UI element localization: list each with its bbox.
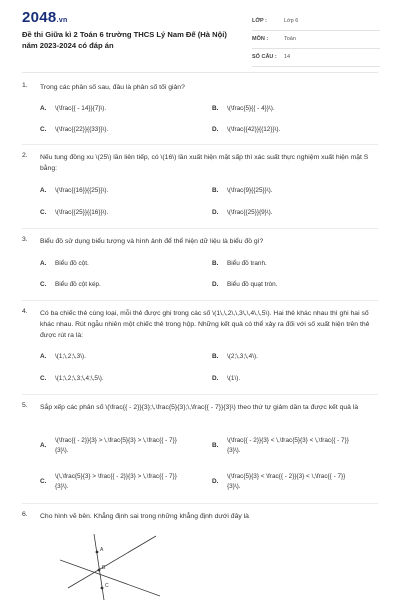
option-text: \(\frac{{25}}{9}\). [227, 209, 273, 216]
point-label-c: C [105, 583, 109, 589]
question-number: 1. [22, 82, 28, 89]
option-text: Biểu đồ cột. [55, 260, 89, 267]
option-label: D. [212, 126, 219, 133]
option-label: D. [212, 478, 219, 485]
option-label: C. [40, 281, 47, 288]
option-label: A. [40, 105, 47, 112]
option-text: Biểu đồ cột kép. [55, 281, 101, 288]
exam-meta [252, 14, 380, 68]
question-text: Biểu đồ sử dụng biểu tượng và hình ảnh để thể hiện dữ liệu là biểu đồ gì? [40, 238, 264, 245]
point-b [98, 569, 101, 572]
question-number: 4. [22, 308, 28, 315]
option-text: \(1;\,2;\,3;\,4;\,5\). [55, 375, 104, 382]
option-label: A. [40, 187, 47, 194]
option-label: A. [40, 442, 47, 449]
option-text: \(\frac{{ - 2}}{3} > \,\frac{5}{3} > \,\frac{{ - 7}}{3}\). [55, 437, 177, 454]
header-divider [22, 72, 378, 73]
question-text: Sắp xếp các phân số \(\frac{{ - 2}}{3};\,\frac{5}{3};\,\frac{{ - 7}}{3}\) theo thứ tự giảm dần ta được kết quả là [40, 404, 359, 411]
meta-value: Lớp 6 [284, 18, 299, 24]
option-text: \(1;\,2;\,3\). [55, 353, 86, 360]
option-label: B. [212, 353, 219, 360]
option-label: C. [40, 209, 47, 216]
question-text: Cho hình vẽ bên. Khẳng định sai trong những khẳng định dưới đây là [40, 513, 249, 520]
question-text: Trong các phân số sau, đâu là phân số tối giản? [40, 84, 185, 91]
site-logo[interactable] [22, 9, 68, 26]
question-separator [22, 144, 378, 145]
option-label: D. [212, 375, 219, 382]
logo-main: 2048 [22, 9, 57, 26]
option-label: A. [40, 353, 47, 360]
meta-row-count [252, 50, 380, 67]
option-text: Biểu đồ quạt tròn. [227, 281, 278, 288]
option-label: C. [40, 375, 47, 382]
option-text: \(\frac{5}{{ - 4}}\). [227, 105, 275, 112]
option-text: \(1\). [227, 375, 241, 382]
option-label: A. [40, 260, 47, 267]
logo-suffix: .vn [56, 17, 68, 24]
option-label: D. [212, 209, 219, 216]
meta-key: MÔN : [252, 36, 269, 42]
figure-line [68, 536, 156, 588]
option-label: B. [212, 260, 219, 267]
option-label: C. [40, 126, 47, 133]
point-c [101, 587, 104, 590]
option-text: \(\frac{{22}}{{33}}\). [55, 126, 109, 133]
question-text: Nếu tung đồng xu \(25\) lần liên tiếp, có \(16\) lần xuất hiện mặt sấp thì xác suất thực nghiệm xuất hiện mặt S bằng: [40, 154, 369, 172]
question-number: 3. [22, 236, 28, 243]
option-label: D. [212, 281, 219, 288]
option-text: \(\frac{{ - 14}}{7}\). [55, 105, 107, 112]
option-label: B. [212, 105, 219, 112]
meta-value: Toán [284, 36, 296, 42]
question-separator [22, 228, 378, 229]
point-label-b: B [102, 565, 106, 571]
geometry-figure [60, 530, 160, 600]
option-text: \(\frac{9}{{25}}\). [227, 187, 273, 194]
meta-key: LỚP : [252, 18, 267, 24]
question-number: 5. [22, 402, 28, 409]
option-text: \(\frac{{16}}{{25}}\). [55, 187, 109, 194]
option-text: \(\frac{5}{3} < \frac{{ - 2}}{3} < \,\frac{{ - 7}}{3}\). [227, 473, 346, 490]
question-number: 6. [22, 511, 28, 518]
option-text: \(\frac{{42}}{{12}}\). [227, 126, 281, 133]
question-separator [22, 300, 378, 301]
option-text: \(\frac{{ - 2}}{3} < \,\frac{5}{3} < \,\frac{{ - 7}}{3}\). [227, 437, 349, 454]
option-text: Biểu đồ tranh. [227, 260, 267, 267]
option-label: B. [212, 187, 219, 194]
point-a [96, 551, 99, 554]
option-label: B. [212, 442, 219, 449]
meta-row-subject [252, 32, 380, 49]
question-separator [22, 394, 378, 395]
exam-title: Đề thi Giữa kì 2 Toán 6 trường THCS Lý Nam Đế (Hà Nội) năm 2023-2024 có đáp án [22, 30, 227, 50]
question-text: Có ba chiếc thẻ cùng loại, mỗi thẻ được ghi trong các số \(1\,\,2\,\,3\,\,4\,\,5\). Hai thẻ khác nhau thì ghi hai số khác nhau. Rút ngẫu nhiên một chiếc thẻ trong hộp. Những kết quả có thể xảy ra đối với số xuất hiện trên thẻ được rút ra là: [40, 310, 370, 339]
option-text: \(\frac{{25}}{{16}}\). [55, 209, 109, 216]
point-label-a: A [100, 547, 104, 553]
option-text: \(2;\,3;\,4\). [227, 353, 258, 360]
option-text: \(\,\frac{5}{3} > \frac{{ - 2}}{3} > \,\frac{{ - 7}}{3}\). [55, 473, 177, 490]
meta-row-class [252, 14, 380, 31]
question-number: 2. [22, 152, 28, 159]
meta-key: SỐ CÂU : [252, 54, 277, 60]
meta-value: 14 [284, 54, 291, 60]
option-label: C. [40, 478, 47, 485]
question-separator [22, 503, 378, 504]
figure-line [60, 560, 160, 596]
page-header [0, 0, 400, 64]
